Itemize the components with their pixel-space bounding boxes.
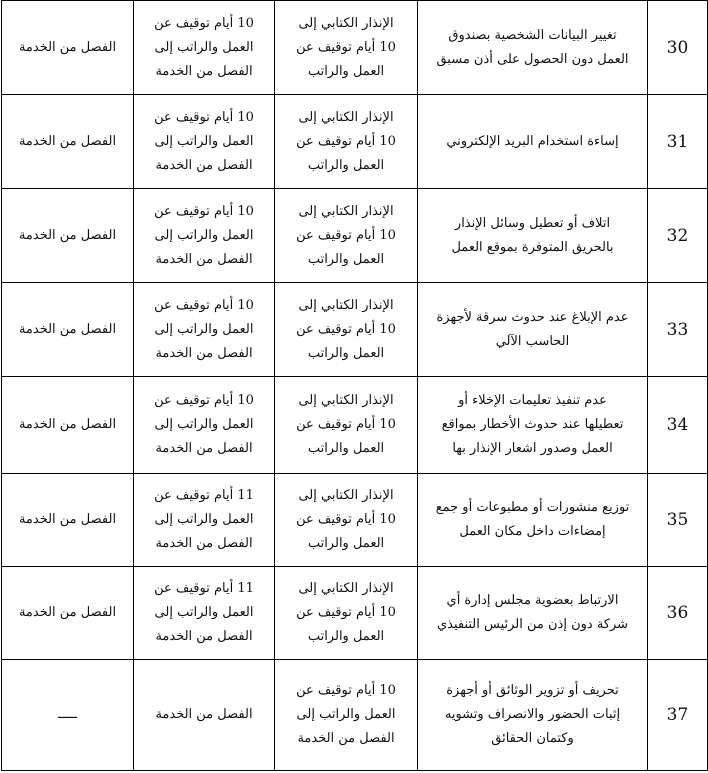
second-offense-penalty [134,95,275,189]
violation-line: وكتمان الحقائق [491,731,574,746]
first-offense-penalty [275,567,418,660]
third-offense-penalty: الفصل من الخدمة [2,189,134,283]
second-offense-penalty [134,1,275,95]
table-row [2,95,708,189]
penalty-line: 11 أيام توقيف عن [154,488,254,503]
penalty-line: العمل والراتب [307,441,385,456]
penalty-line: الإنذار الكتابي إلى [298,203,394,219]
first-offense-penalty [275,189,418,283]
table-row [2,660,708,771]
penalty-line: 10 أيام توقيف عن [296,417,396,432]
penalty-line: الإنذار الكتابي إلى [298,581,394,596]
violation-line: الارتباط بعضوية مجلس إدارة أي [446,593,619,608]
penalty-line: العمل والراتب [307,157,385,173]
penalty-line: الفصل من الخدمة [155,251,253,267]
penalty-line: 10 أيام توقيف عن [296,605,396,620]
violation-cell [418,567,648,660]
penalty-line: 10 أيام توقيف عن [296,39,396,55]
penalty-line: العمل والراتب إلى [154,227,254,243]
penalty-line: الإنذار الكتابي إلى [298,393,394,408]
third-offense-penalty: الفصل من الخدمة [2,474,134,567]
second-offense-penalty [134,567,275,660]
first-offense-penalty [275,660,418,771]
table-row [2,567,708,660]
first-offense-penalty [275,283,418,377]
penalty-line: العمل والراتب إلى [154,417,254,432]
violation-line: العمل دون الحصول على أذن مسبق [436,51,629,67]
third-offense-penalty: الفصل من الخدمة [2,283,134,377]
violation-cell [418,95,648,189]
penalty-line: العمل والراتب إلى [154,321,254,337]
violation-line: عدم تنفيذ تعليمات الإخلاء أو [458,393,607,408]
violation-line: الحاسب الآلي [495,333,570,349]
table-row [2,189,708,283]
third-offense-penalty: الفصل من الخدمة [2,567,134,660]
penalty-line: العمل والراتب [307,536,385,551]
penalty-line: 10 أيام توقيف عن [296,227,396,243]
penalty-line: العمل والراتب إلى [154,512,254,527]
second-offense-penalty [134,377,275,474]
penalty-line: 10 أيام توقيف عن [296,683,396,698]
violation-cell [418,660,648,771]
violation-line: إثبات الحضور والانصراف وتشويه [444,707,621,722]
second-offense-penalty [134,283,275,377]
penalty-line: الإنذار الكتابي إلى [298,109,394,125]
violation-line: تعطيلها عند حدوث الأخطار بمواقع [441,417,624,432]
third-offense-penalty: ـــــ [2,660,134,771]
third-offense-penalty: الفصل من الخدمة [2,1,134,95]
third-offense-penalty: الفصل من الخدمة [2,95,134,189]
penalty-line: الإنذار الكتابي إلى [298,488,394,503]
violation-line: تحريف أو تزوير الوثائق أو أجهزة [446,683,619,698]
first-offense-penalty [275,377,418,474]
penalty-line: الفصل من الخدمة [155,441,253,456]
penalty-line: 10 أيام توقيف عن [296,512,396,527]
violation-line: إساءة استخدام البريد الإلكتروني [446,133,619,149]
penalty-line: الفصل من الخدمة [297,731,395,746]
penalty-line: العمل والراتب إلى [296,707,396,722]
penalty-line: الفصل من الخدمة [155,629,253,644]
violation-line: اتلاف أو تعطيل وسائل الإنذار [454,215,611,231]
penalty-line: العمل والراتب [307,629,385,644]
penalty-line: الفصل من الخدمة [155,63,253,79]
violation-line: بالحريق المتوفرة بموقع العمل [451,239,614,255]
violation-cell [418,189,648,283]
second-offense-penalty [134,189,275,283]
penalty-line: 10 أيام توقيف عن [154,15,254,31]
penalties-table [1,0,708,771]
penalty-line: الفصل من الخدمة [155,707,253,722]
table-row [2,1,708,95]
penalty-line: 10 أيام توقيف عن [296,133,396,149]
penalty-line: 10 أيام توقيف عن [154,203,254,219]
table-row [2,377,708,474]
violation-line: عدم الإبلاغ عند حدوث سرقة لأجهزة [436,309,629,325]
row-number: 30 [648,1,708,95]
violation-line: إمضاءات داخل مكان العمل [459,524,606,539]
violation-line: شركة دون إذن من الرئيس التنفيذي [436,617,629,632]
violation-cell [418,1,648,95]
row-number: 37 [648,660,708,771]
penalty-line: الفصل من الخدمة [155,536,253,551]
penalty-line: 10 أيام توقيف عن [154,393,254,408]
penalty-line: 10 أيام توقيف عن [154,109,254,125]
violation-cell [418,474,648,567]
second-offense-penalty [134,660,275,771]
penalty-line: العمل والراتب [307,63,385,79]
first-offense-penalty [275,95,418,189]
row-number: 36 [648,567,708,660]
row-number: 33 [648,283,708,377]
table-row [2,283,708,377]
row-number: 35 [648,474,708,567]
penalty-line: الإنذار الكتابي إلى [298,15,394,31]
row-number: 34 [648,377,708,474]
third-offense-penalty: الفصل من الخدمة [2,377,134,474]
second-offense-penalty [134,474,275,567]
violation-cell [418,377,648,474]
row-number: 31 [648,95,708,189]
first-offense-penalty [275,1,418,95]
violation-cell [418,283,648,377]
violation-line: توزيع منشورات أو مطبوعات أو جمع [435,500,630,515]
table-row [2,474,708,567]
penalty-line: 11 أيام توقيف عن [154,581,254,596]
first-offense-penalty [275,474,418,567]
violation-line: تغيير البيانات الشخصية بصندوق [448,27,617,43]
penalty-line: 10 أيام توقيف عن [154,297,254,313]
penalty-line: العمل والراتب إلى [154,133,254,149]
penalty-line: العمل والراتب إلى [154,39,254,55]
penalty-line: الفصل من الخدمة [155,345,253,361]
row-number: 32 [648,189,708,283]
penalty-line: العمل والراتب [307,345,385,361]
penalty-line: 10 أيام توقيف عن [296,321,396,337]
penalty-line: العمل والراتب [307,251,385,267]
table-body [2,1,708,771]
penalty-line: الإنذار الكتابي إلى [298,297,394,313]
violation-line: العمل وصدور اشعار الإنذار بها [452,441,613,456]
penalty-line: الفصل من الخدمة [155,157,253,173]
penalty-line: العمل والراتب إلى [154,605,254,620]
